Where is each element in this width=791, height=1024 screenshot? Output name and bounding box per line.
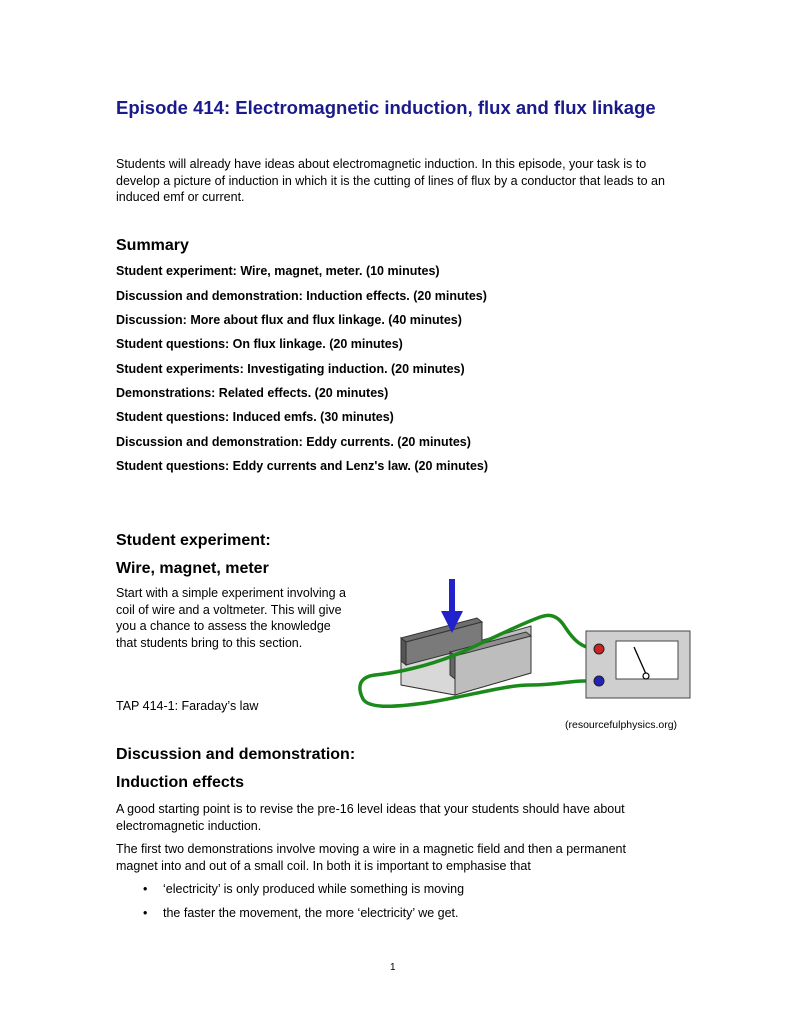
experiment-diagram (355, 575, 700, 715)
bullet-item (143, 906, 459, 920)
summary-heading: Summary (116, 237, 189, 254)
summary-item: Student questions: Induced emfs. (30 minutes) (116, 410, 394, 424)
summary-item: Student questions: Eddy currents and Lenz's law. (20 minutes) (116, 459, 489, 473)
summary-item: Discussion and demonstration: Induction effects. (20 minutes) (116, 289, 487, 303)
red-terminal (594, 644, 604, 654)
discussion-paragraph-2: The first two demonstrations involve moving a wire in a magnetic field and then a permanent magnet into and out of a small coil. In both it is important to emphasise that (116, 842, 626, 873)
voltmeter (586, 631, 690, 698)
discussion-subheading: Induction effects (116, 774, 245, 791)
blue-terminal (594, 676, 604, 686)
summary-item: Discussion and demonstration: Eddy currents. (20 minutes) (116, 435, 471, 449)
summary-item: Discussion: More about flux and flux linkage. (40 minutes) (116, 313, 462, 327)
page-number: 1 (390, 962, 396, 973)
experiment-heading: Student experiment: (116, 532, 271, 549)
experiment-subheading: Wire, magnet, meter (116, 560, 269, 577)
bullet-icon: • (143, 882, 148, 896)
tap-reference: TAP 414-1: Faraday’s law (116, 699, 259, 713)
bullet-icon: • (143, 906, 148, 920)
experiment-paragraph: Start with a simple experiment involving a coil of wire and a voltmeter. This will give you a chance to assess the knowledge that students bring to this section. (116, 586, 346, 650)
summary-item: Student experiments: Investigating induction. (20 minutes) (116, 362, 465, 376)
summary-item: Student experiment: Wire, magnet, meter. (10 minutes) (116, 264, 440, 278)
page-title: Episode 414: Electromagnetic induction, flux and flux linkage (116, 97, 656, 118)
bullet-item (143, 882, 464, 896)
summary-item: Demonstrations: Related effects. (20 minutes) (116, 386, 389, 400)
intro-paragraph: Students will already have ideas about electromagnetic induction. In this episode, your task is to develop a picture of induction in which it is the cutting of lines of flux by a conductor that leads to an induced emf or current. (116, 157, 665, 204)
discussion-paragraph-1: A good starting point is to revise the pre-16 level ideas that your students should have about electromagnetic induction. (116, 802, 625, 833)
bullet-text: the faster the movement, the more ‘electricity’ we get. (163, 906, 459, 920)
figure-credit: (resourcefulphysics.org) (565, 719, 678, 731)
bullet-text: ‘electricity’ is only produced while something is moving (163, 882, 465, 896)
discussion-heading: Discussion and demonstration: (116, 746, 356, 763)
summary-item: Student questions: On flux linkage. (20 minutes) (116, 337, 403, 351)
